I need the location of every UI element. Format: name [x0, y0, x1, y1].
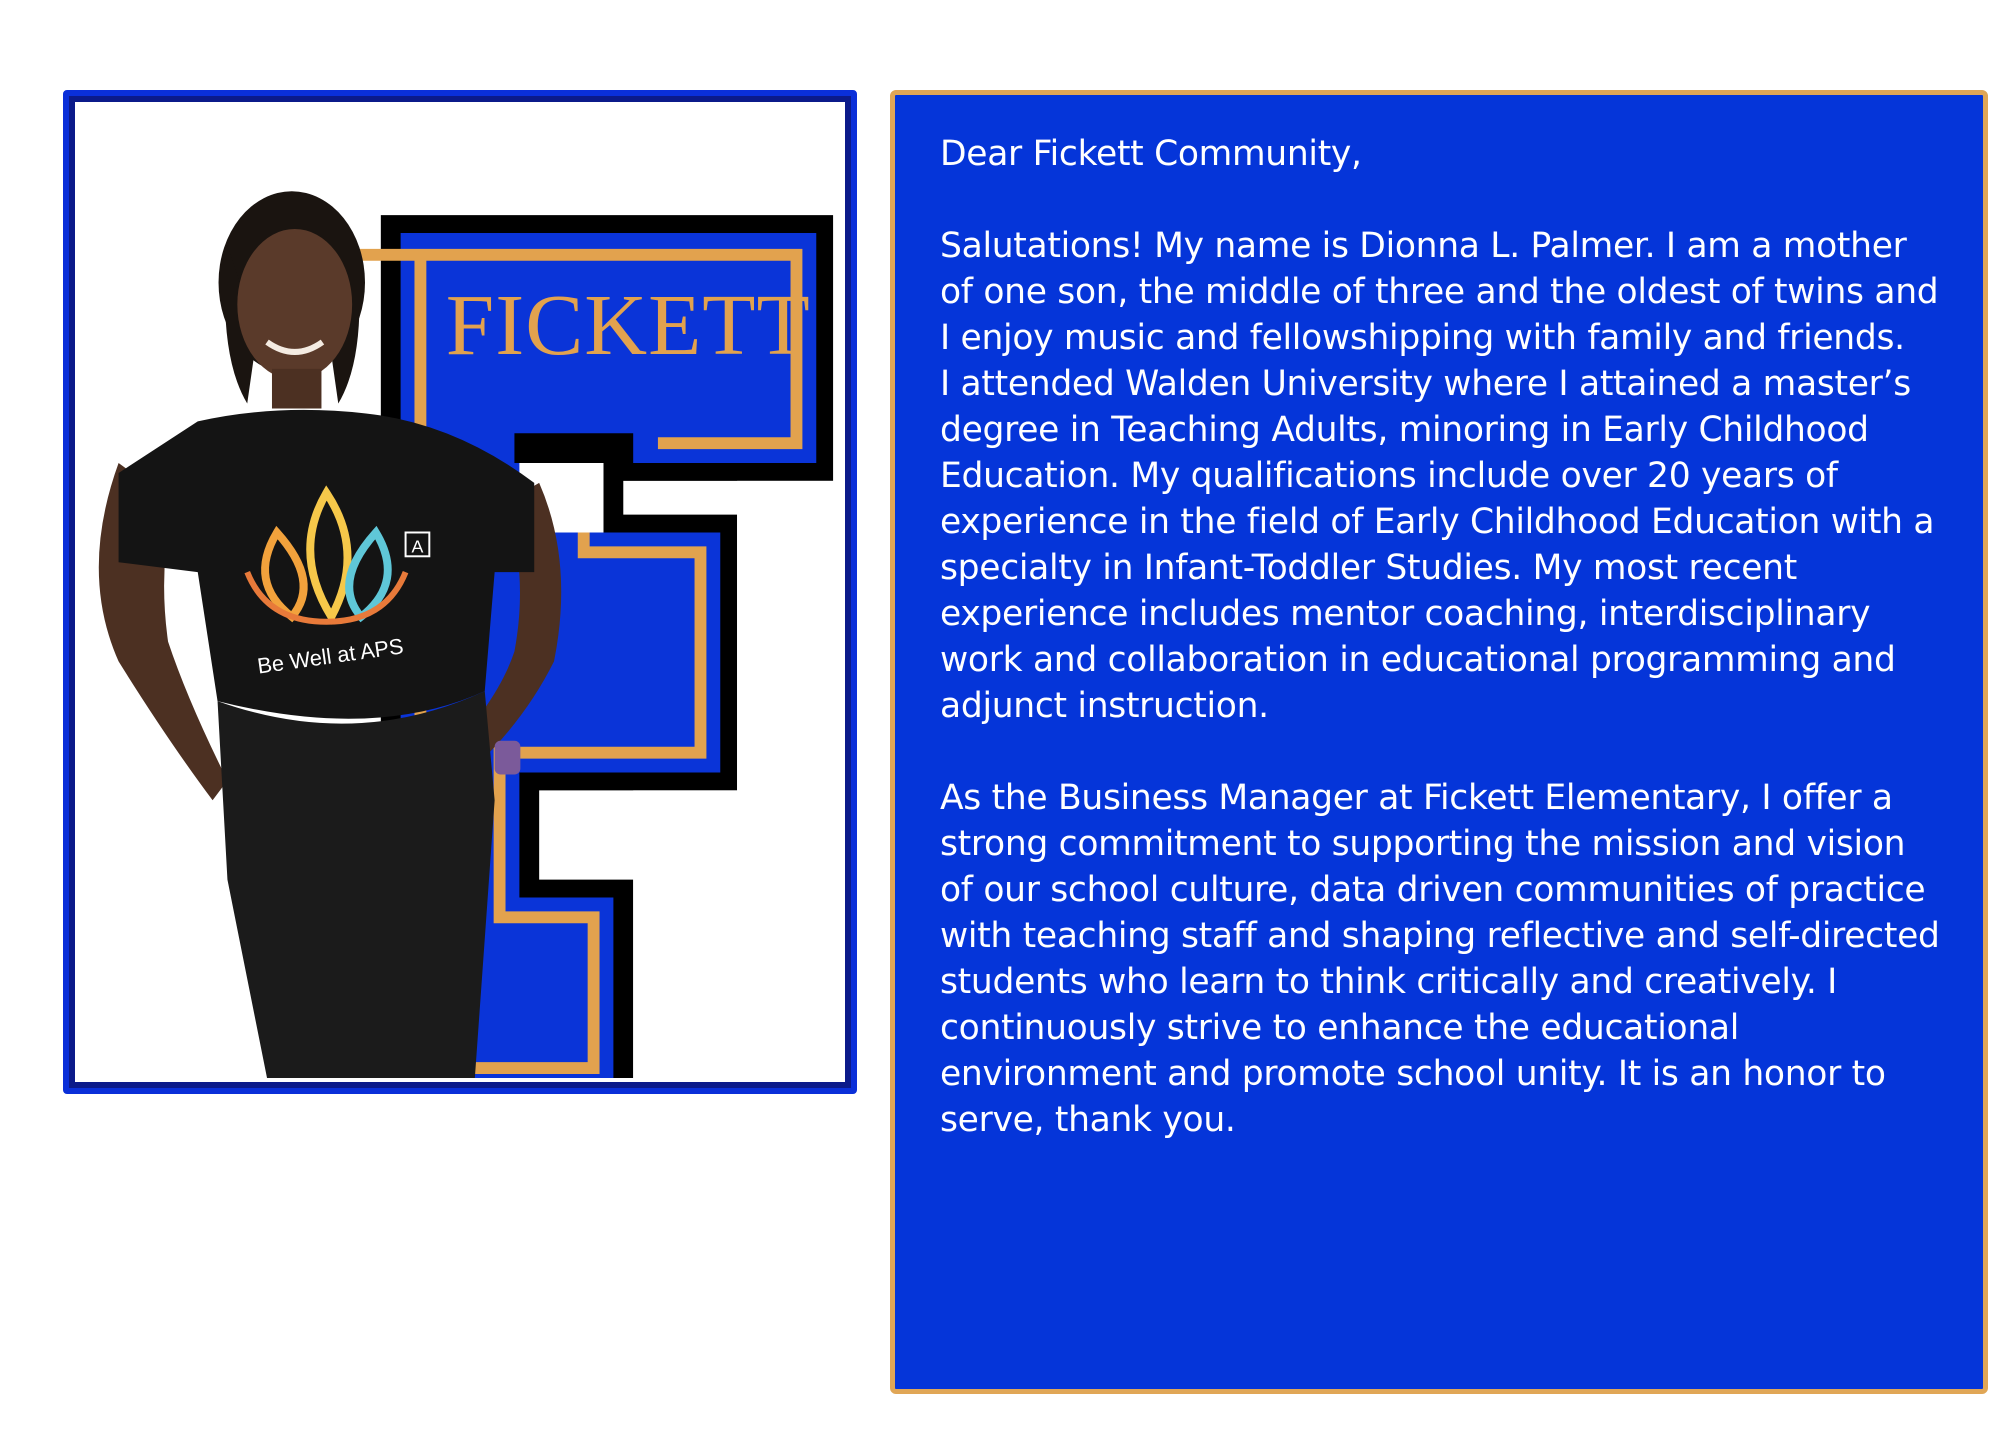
fickett-f-logo [79, 106, 841, 1078]
staff-photo-frame [63, 90, 857, 1094]
shirt-logo-letter: A [411, 536, 424, 557]
letter-paragraph-role: As the Business Manager at Fickett Elementary, I offer a strong commitment to supporting the mission and vision of our school culture, data driven communities of practice with teaching staff and shaping reflective and self-directed students who learn to think critically and creatively. I continuously strive to enhance the educational environment and promote school unity. It is an honor to serve, thank you. [940, 778, 1940, 1140]
shirt-text: Be Well at APS [255, 633, 405, 679]
letter-greeting: Dear Fickett Community, [940, 134, 1362, 174]
letter-paragraph-intro: Salutations! My name is Dionna L. Palmer. I am a mother of one son, the middle of three and the oldest of twins and I enjoy music and fellowshipping with family and friends. I attended Walden University where I attained a master’s degree in Teaching Adults, minoring in Early Childhood Education. My qualifications include over 20 years of experience in the field of Early Childhood Education with a specialty in Infant-Toddler Studies. My most recent experience includes mentor coaching, interdisciplinary work and collaboration in educational programming and adjunct instruction. [940, 226, 1939, 726]
staff-photo [75, 102, 845, 1082]
f-logo-white-notch-3 [633, 790, 841, 1078]
f-logo-white-notch-4 [737, 481, 841, 790]
letter-panel [890, 90, 1988, 1394]
fickett-logo-text: FICKETT [445, 275, 811, 373]
f-logo-white-notch-1 [514, 433, 633, 463]
